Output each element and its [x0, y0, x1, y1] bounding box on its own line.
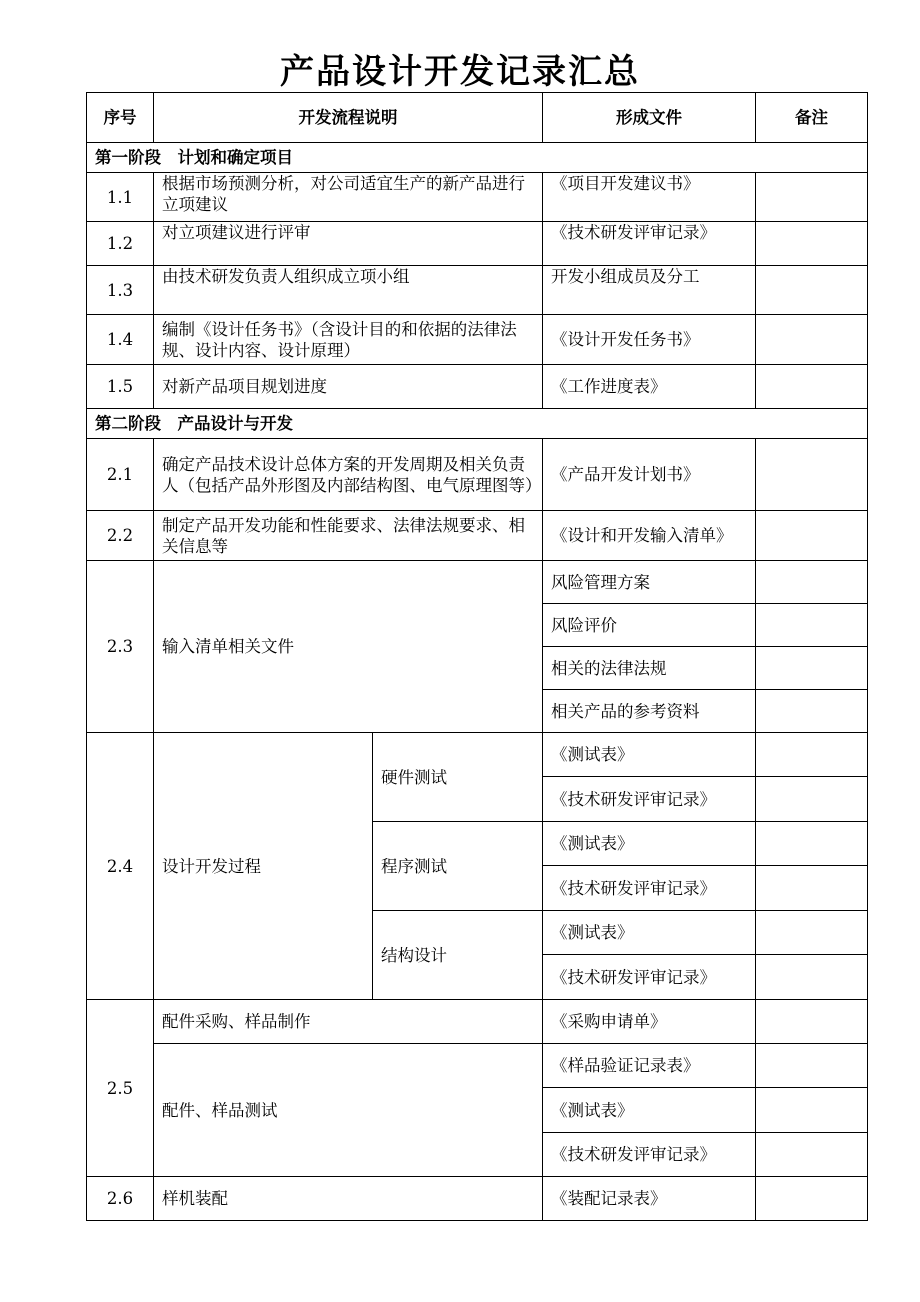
row-file: 《设计开发任务书》: [543, 315, 756, 365]
table-row: [87, 439, 868, 511]
row-description: 根据市场预测分析，对公司适宜生产的新产品进行立项建议: [154, 173, 543, 222]
row-remark: [756, 1088, 868, 1133]
row-file: 《工作进度表》: [543, 365, 756, 409]
sub-step-label: 程序测试: [373, 822, 543, 911]
row-number: 2.1: [87, 439, 154, 511]
row-number: 1.4: [87, 315, 154, 365]
row-remark: [756, 561, 868, 604]
row-number: 1.3: [87, 266, 154, 315]
row-file: 《测试表》: [543, 1088, 756, 1133]
table-row: [87, 733, 868, 777]
row-file: 《设计和开发输入清单》: [543, 511, 756, 561]
row-remark: [756, 690, 868, 733]
row-remark: [756, 266, 868, 315]
header-seq: 序号: [87, 93, 154, 143]
table-row: [87, 365, 868, 409]
row-file: 《技术研发评审记录》: [543, 1133, 756, 1177]
table-row: [87, 173, 868, 222]
table-row: [87, 1177, 868, 1221]
row-remark: [756, 511, 868, 561]
row-number: 2.3: [87, 561, 154, 733]
header-remarks: 备注: [756, 93, 868, 143]
table-row: [87, 222, 868, 266]
row-file: 相关的法律法规: [543, 647, 756, 690]
row-number: 1.5: [87, 365, 154, 409]
row-number: 2.6: [87, 1177, 154, 1221]
row-file: 《样品验证记录表》: [543, 1044, 756, 1088]
row-file: 《采购申请单》: [543, 1000, 756, 1044]
row-file: 《项目开发建议书》: [543, 173, 756, 222]
row-description: 设计开发过程: [154, 733, 373, 1000]
table-row: [87, 1044, 868, 1088]
row-file: 《测试表》: [543, 822, 756, 866]
sub-step-label: 结构设计: [373, 911, 543, 1000]
row-remark: [756, 911, 868, 955]
stage-1-row: [87, 143, 868, 173]
row-description: 制定产品开发功能和性能要求、法律法规要求、相关信息等: [154, 511, 543, 561]
row-number: 2.5: [87, 1000, 154, 1177]
table-row: [87, 511, 868, 561]
row-remark: [756, 1000, 868, 1044]
row-file: 相关产品的参考资料: [543, 690, 756, 733]
header-process: 开发流程说明: [154, 93, 543, 143]
row-number: 2.2: [87, 511, 154, 561]
table-row: [87, 315, 868, 365]
row-description: 对立项建议进行评审: [154, 222, 543, 266]
row-file: 《技术研发评审记录》: [543, 777, 756, 822]
row-description: 对新产品项目规划进度: [154, 365, 543, 409]
table-row: [87, 266, 868, 315]
stage-1-label: 第一阶段 计划和确定项目: [87, 143, 868, 173]
row-remark: [756, 315, 868, 365]
row-remark: [756, 733, 868, 777]
row-file: 风险评价: [543, 604, 756, 647]
row-description: 由技术研发负责人组织成立项小组: [154, 266, 543, 315]
header-files: 形成文件: [543, 93, 756, 143]
row-remark: [756, 1044, 868, 1088]
row-file: 《测试表》: [543, 733, 756, 777]
row-file: 开发小组成员及分工: [543, 266, 756, 315]
row-description: 确定产品技术设计总体方案的开发周期及相关负责人（包括产品外形图及内部结构图、电气原理图等）: [154, 439, 543, 511]
row-description: 样机装配: [154, 1177, 543, 1221]
row-number: 2.4: [87, 733, 154, 1000]
row-remark: [756, 604, 868, 647]
row-description: 编制《设计任务书》（含设计目的和依据的法律法规、设计内容、设计原理）: [154, 315, 543, 365]
stage-2-row: [87, 409, 868, 439]
row-description: 配件、样品测试: [154, 1044, 543, 1177]
row-remark: [756, 173, 868, 222]
row-remark: [756, 866, 868, 911]
row-file: 《技术研发评审记录》: [543, 955, 756, 1000]
row-file: 《测试表》: [543, 911, 756, 955]
page-title: 产品设计开发记录汇总: [280, 52, 640, 92]
row-number: 1.2: [87, 222, 154, 266]
design-record-table: [86, 92, 868, 1221]
row-remark: [756, 955, 868, 1000]
sub-step-label: 硬件测试: [373, 733, 543, 822]
table-row: [87, 561, 868, 604]
row-remark: [756, 222, 868, 266]
table-row: [87, 1000, 868, 1044]
row-remark: [756, 439, 868, 511]
row-file: 风险管理方案: [543, 561, 756, 604]
row-file: 《产品开发计划书》: [543, 439, 756, 511]
row-file: 《技术研发评审记录》: [543, 866, 756, 911]
row-remark: [756, 1177, 868, 1221]
row-remark: [756, 777, 868, 822]
row-description: 输入清单相关文件: [154, 561, 543, 733]
table-header-row: [87, 93, 868, 143]
row-number: 1.1: [87, 173, 154, 222]
row-remark: [756, 647, 868, 690]
row-file: 《技术研发评审记录》: [543, 222, 756, 266]
row-remark: [756, 822, 868, 866]
stage-2-label: 第二阶段 产品设计与开发: [87, 409, 868, 439]
row-file: 《装配记录表》: [543, 1177, 756, 1221]
row-remark: [756, 365, 868, 409]
row-remark: [756, 1133, 868, 1177]
row-description: 配件采购、样品制作: [154, 1000, 543, 1044]
